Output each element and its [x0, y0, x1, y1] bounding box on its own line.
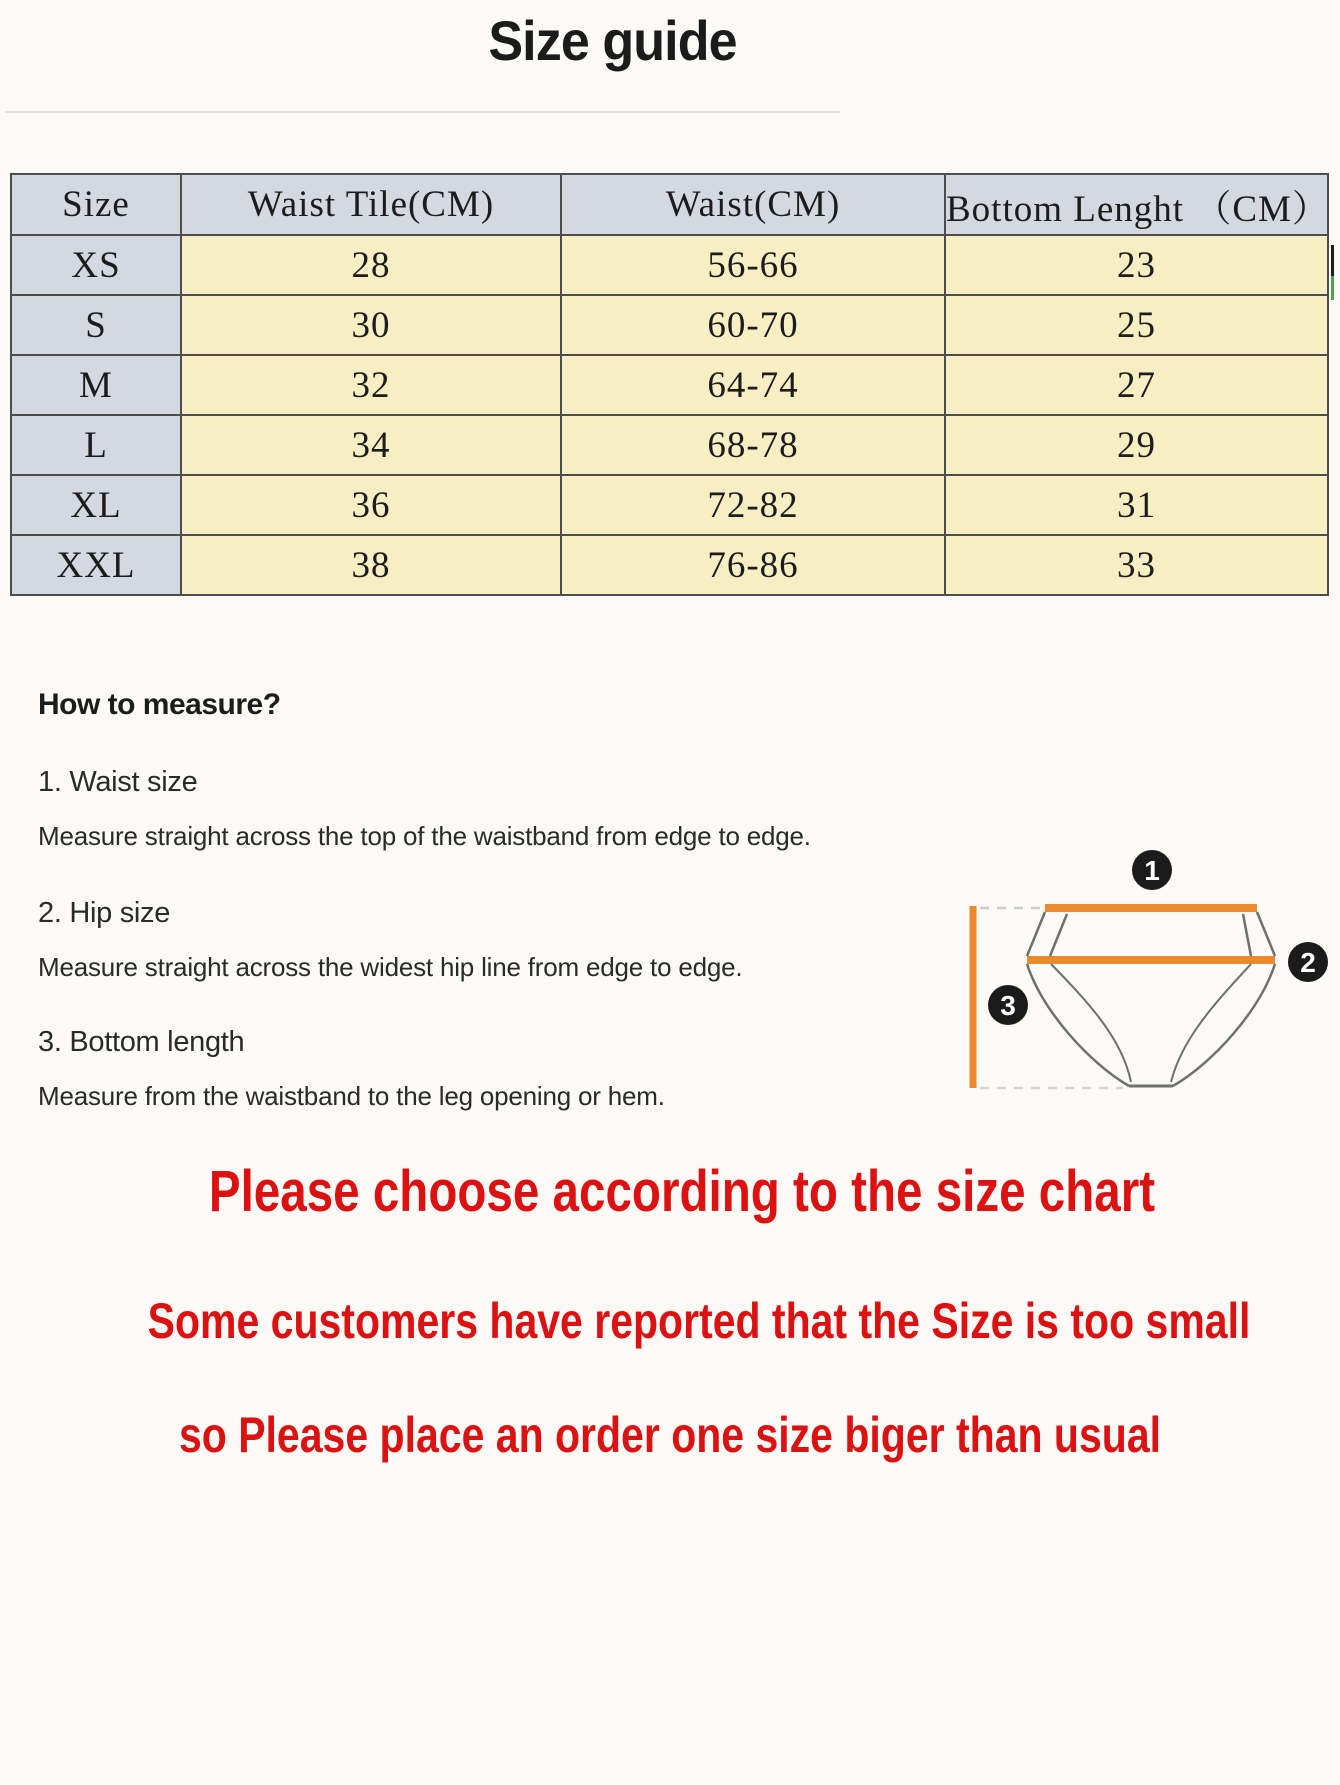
size-cell: M — [11, 355, 181, 415]
waist-cell: 56-66 — [561, 235, 945, 295]
selection-artifact — [1331, 276, 1334, 300]
size-chart-warning-line-1: Please choose according to the size chart — [208, 1159, 1156, 1224]
step-bottom-length-description: Measure from the waistband to the leg opening or hem. — [38, 1081, 665, 1111]
page-title: Size guide — [488, 9, 737, 72]
bottom-length-cell: 25 — [945, 295, 1328, 355]
column-header-waist-tile: Waist Tile(CM) — [181, 174, 561, 235]
waist-tile-cell: 30 — [181, 295, 561, 355]
size-table — [10, 173, 1329, 596]
badge-1-number: 1 — [1144, 855, 1160, 886]
badge-3 — [988, 985, 1028, 1025]
waist-tile-cell: 36 — [181, 475, 561, 535]
badge-3-number: 3 — [1000, 990, 1016, 1021]
size-cell: XS — [11, 235, 181, 295]
step-hip-size-description: Measure straight across the widest hip line from edge to edge. — [38, 952, 743, 982]
table-row — [11, 535, 1328, 595]
how-to-measure-heading: How to measure? — [38, 688, 281, 721]
table-row — [11, 355, 1328, 415]
size-table-header — [11, 174, 1328, 235]
column-header-waist: Waist(CM) — [561, 174, 945, 235]
table-row — [11, 235, 1328, 295]
waist-tile-cell: 32 — [181, 355, 561, 415]
bottom-length-cell: 27 — [945, 355, 1328, 415]
column-header-size: Size — [11, 174, 181, 235]
title-divider — [5, 111, 840, 113]
bottom-length-cell: 31 — [945, 475, 1328, 535]
badge-2 — [1288, 942, 1328, 982]
step-hip-size-label: 2. Hip size — [38, 897, 171, 929]
size-table-body — [11, 235, 1328, 595]
badge-1 — [1132, 850, 1172, 890]
bottom-length-cell: 23 — [945, 235, 1328, 295]
waist-tile-cell: 38 — [181, 535, 561, 595]
panties-outline — [1027, 912, 1275, 1086]
size-cell: XXL — [11, 535, 181, 595]
size-chart-warning-line-3: so Please place an order one size biger than usual — [178, 1407, 1162, 1463]
waist-cell: 72-82 — [561, 475, 945, 535]
bottom-length-cell: 29 — [945, 415, 1328, 475]
table-row — [11, 475, 1328, 535]
table-row — [11, 295, 1328, 355]
waist-cell: 60-70 — [561, 295, 945, 355]
size-chart-warning-line-2: Some customers have reported that the Size is too small — [147, 1293, 1251, 1349]
size-cell: L — [11, 415, 181, 475]
size-cell: S — [11, 295, 181, 355]
measurement-diagram — [950, 840, 1340, 1100]
step-bottom-length-label: 3. Bottom length — [38, 1026, 245, 1058]
bottom-length-cell: 33 — [945, 535, 1328, 595]
step-waist-size-label: 1. Waist size — [38, 766, 198, 798]
table-row — [11, 415, 1328, 475]
waist-cell: 68-78 — [561, 415, 945, 475]
waist-cell: 76-86 — [561, 535, 945, 595]
waist-tile-cell: 28 — [181, 235, 561, 295]
badge-2-number: 2 — [1300, 947, 1316, 978]
waist-cell: 64-74 — [561, 355, 945, 415]
waist-tile-cell: 34 — [181, 415, 561, 475]
size-cell: XL — [11, 475, 181, 535]
column-header-bottom-length: Bottom Lenght （CM） — [945, 174, 1328, 235]
header-row — [11, 174, 1328, 235]
step-waist-size-description: Measure straight across the top of the waistband from edge to edge. — [38, 821, 811, 851]
